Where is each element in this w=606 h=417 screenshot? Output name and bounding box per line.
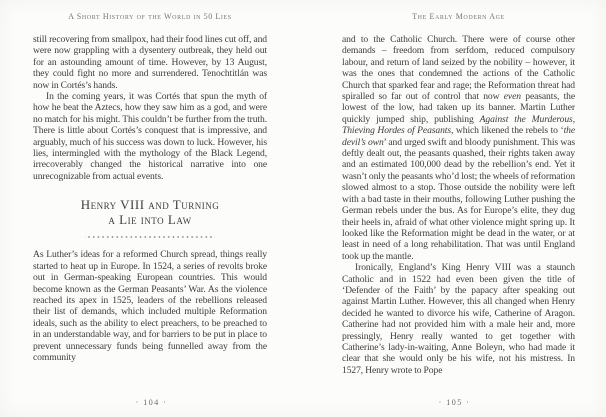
page-number-left: · 104 · <box>135 398 168 407</box>
text-run: Ironically, England’s King Henry VIII was a staunch Catholic and in 1522 had even been given the title of ‘Defender of the Faith’ by the papacy after speaking out against Martin Luther. However, this all changed when Henry decided he wanted to divorce his wife, Catherine of Aragon. Catherine had not provided him with a male heir and, more pressingly, Henry really wanted to get together with Catherine’s lady-in-waiting, Anne Boleyn, who had made it clear that she would only be his wife, not his mistress. In 1527, Henry wrote to Pope <box>342 262 575 376</box>
dotted-separator <box>85 236 215 238</box>
text-run: ’ and urged swift and bloody punishment. This was deftly dealt out, the peasants quashed, their rights taken away and an estimated 100,000 dead by the rebellion’s end. Yet it wasn’t only the peasants who’d lost; the wheels of reformation slowed almost to a stop. Those outside the nobility were left with a bad taste in their mouths, following Luther pushing the German rebels under the bus. As for Europe’s elite, they dug their heels in, afraid of what other violence might spring up. It looked like the Reformation might be dead in the water, or at least in need of a long rehabilitation. That was until England took up the mantle. <box>342 136 575 262</box>
running-head-left: A Short History of the World in 50 Lies <box>68 12 232 21</box>
text-run: still recovering from smallpox, had their food lines cut off, and were now grappling with a dysentery outbreak, they held out for an astounding amount of time. However, by 13 August, they could fight no more and surrendered. Tenochtitlán was now in Cortés’s hands. <box>33 34 267 91</box>
chapter-title <box>33 198 267 227</box>
body-paragraph <box>33 91 267 182</box>
chapter-title-line2: a Lie into Law <box>108 211 192 227</box>
page-right <box>303 0 606 417</box>
text-run: peasants, the lowest of the low, had taken up its banner. Martin Luther quickly jumped ship, publishing <box>342 91 575 125</box>
body-paragraph <box>342 262 575 376</box>
left-body-top <box>33 34 267 182</box>
running-head-right: The Early Modern Age <box>412 12 505 21</box>
italic-text: even <box>503 91 521 103</box>
right-body <box>342 34 575 376</box>
chapter-title-line1: Henry VIII and Turning <box>80 197 220 213</box>
text-run: In the coming years, it was Cortés that spun the myth of how he beat the Aztecs, how they saw him as a god, and were no match for his might. This couldn’t be further from the truth. There is little about Cortés’s conquest that is impressive, and arguably, much of his success was down to luck. However, his lies, intermingled with the mythology of the Black Legend, irrecoverably changed the historical narrative into one unrecognizable from actual events. <box>33 91 267 182</box>
left-body-bottom <box>33 249 267 363</box>
italic-text: Against the Murderous, Thieving Hordes of Peasants <box>342 113 575 137</box>
body-paragraph <box>33 249 267 363</box>
text-run: and to the Catholic Church. There were of course other demands – freedom from serfdom, reduced compulsory labour, and return of land seized by the nobility – however, it was the ones that condemned the actions of the Catholic Church that sparked fear and rage; the Reformation threat had spiralled so far out of control that now <box>342 34 575 103</box>
text-run: As Luther’s ideas for a reformed Church spread, things really started to heat up in Europe. In 1524, a series of revolts broke out in German-speaking European countries. This would become known as the German Peasants’ War. As the violence reached its apex in 1525, leaders of the rebellions released their list of demands, which included multiple Reformation ideals, such as the ability to elect preachers, to be preached to in an understandable way, and for barriers to be put in place to prevent unnecessary funds being funnelled away from the community <box>33 249 267 363</box>
body-paragraph <box>342 34 575 262</box>
italic-text: the devil’s own <box>342 125 575 148</box>
text-run: , which likened the rebels to ‘ <box>451 125 564 137</box>
body-paragraph <box>33 34 267 91</box>
page-number-right: · 105 · <box>438 398 471 407</box>
